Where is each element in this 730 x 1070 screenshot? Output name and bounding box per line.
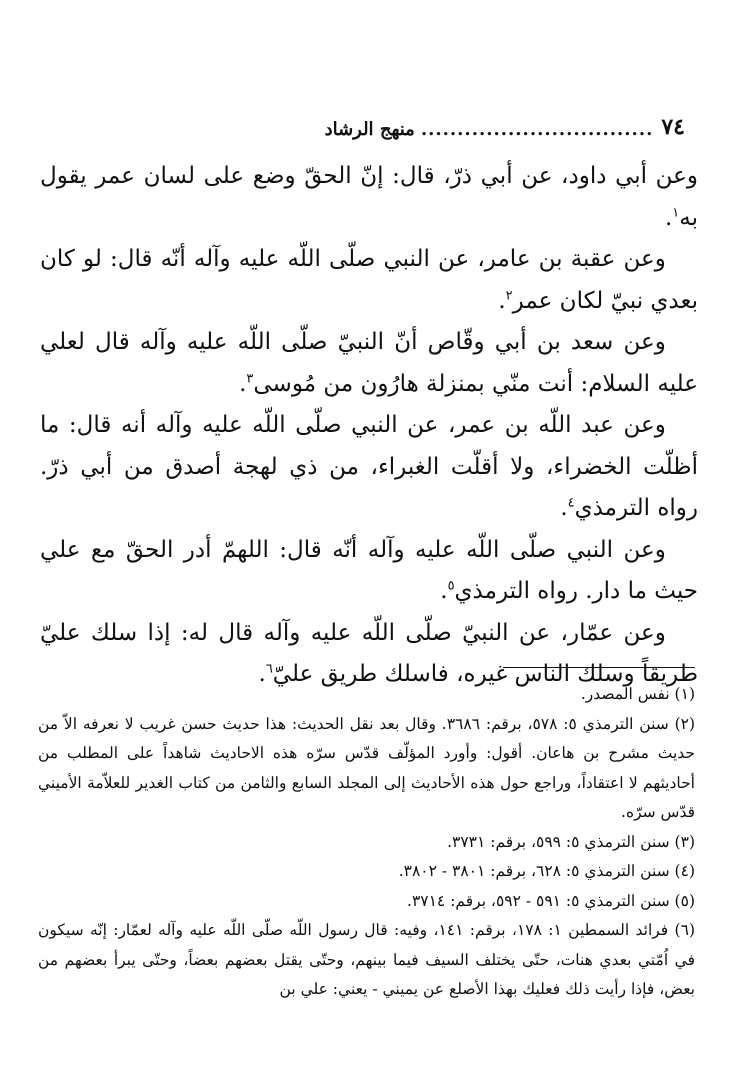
footnotes (38, 680, 695, 1005)
footnote-3: (٣) سنن الترمذي ٥: ٥٩٩، برقم: ٣٧٣١. (447, 832, 695, 851)
paragraph-1: وعن أبي داود، عن أبي ذرّ، قال: إنّ الحقّ وضع على لسان عمر يقول به$^١$. (40, 163, 698, 231)
paragraph-3: وعن سعد بن أبي وقّاص أنّ النبيّ صلّى اللّه عليه وآله قال لعلي عليه السلام: أنت منّي بمنزلة هارُون من مُوسى$^٣$. (40, 329, 698, 397)
footnote-separator (503, 667, 695, 668)
page-header (40, 110, 685, 140)
footnote-6: (٦) فرائد السمطين ١: ١٧٨، برقم: ١٤١، وفيه: قال رسول اللّه صلّى اللّه عليه وآله لعمّار: إنّه سيكون في اُمّتي بعدي هنات، حتّى يختلف السيف فيما بينهم، وحتّى يقتل بعضهم بعضاً، وحتّى يبرأ بعضهم من بعض، فإذا رأيت ذلك فعليك بهذا الأصلع عن يميني - يعني: علي بن (38, 921, 695, 998)
footnote-ref-3: ٣ (246, 370, 254, 386)
footnote-ref-1: ١ (672, 204, 680, 220)
footnote-1: (١) نفس المصدر. (580, 685, 695, 703)
footnote-4: (٤) سنن الترمذي ٥: ٦٢٨، برقم: ٣٨٠١ - ٣٨٠٢. (398, 862, 695, 880)
header-leader-dots: ................................ (420, 119, 654, 140)
paragraph-5-text: وعن النبي صلّى اللّه عليه وآله أنّه قال: اللهمّ أدر الحقّ مع علي حيث ما دار. رواه الترمذي (40, 536, 698, 604)
page-number: ٧٤ (661, 114, 685, 140)
footnote-5: (٥) سنن الترمذي ٥: ٥٩١ - ٥٩٢، برقم: ٣٧١٤. (407, 891, 695, 910)
paragraph-1-text: وعن أبي داود، عن أبي ذرّ، قال: إنّ الحقّ وضع على لسان عمر يقول به (40, 163, 698, 231)
paragraph-3-text: وعن سعد بن أبي وقّاص أنّ النبيّ صلّى اللّه عليه وآله قال لعلي عليه السلام: أنت منّي بمنزلة هارُون من مُوسى (40, 329, 698, 397)
footnote-2: (٢) سنن الترمذي ٥: ٥٧٨، برقم: ٣٦٨٦. وقال بعد نقل الحديث: هذا حديث حسن غريب لا نعرفه الاّ من حديث مشرح بن هاعان. أقول: وأورد المؤلّف قدّس سرّه هذه الاحاديث شاهداً على المطلب من أحاديثهم لا اعتقاداً، وراجع حول هذه الأحاديث إلى المجلد السابع والثامن من كتاب الغدير للعلاّمة الأميني قدّس سرّه. (38, 714, 696, 821)
paragraph-2: وعن عقبة بن عامر، عن النبي صلّى اللّه عليه وآله أنّه قال: لو كان بعدي نبيّ لكان عمر$^٢$. (40, 246, 698, 314)
footnote-ref-2: ٢ (505, 287, 513, 303)
paragraph-6: وعن عمّار، عن النبيّ صلّى اللّه عليه وآله قال له: إذا سلك عليّ طريقاً وسلك الناس غيره، فاسلك طريق عليّ$^٦$. (40, 619, 698, 687)
footnote-ref-6: ٦ (265, 661, 273, 677)
main-text (40, 156, 698, 696)
paragraph-6-text: وعن عمّار، عن النبيّ صلّى اللّه عليه وآله قال له: إذا سلك عليّ طريقاً وسلك الناس غيره، فاسلك طريق عليّ (40, 619, 698, 687)
footnote-ref-4: ٤ (567, 495, 575, 511)
running-title: منهج الرشاد (324, 119, 415, 140)
paragraph-4: وعن عبد اللّه بن عمر، عن النبي صلّى اللّه عليه وآله أنه قال: ما أظلّت الخضراء، ولا أقلّت الغبراء، من ذي لهجة أصدق من أبي ذرّ. رواه الترمذي$^٤$. (40, 412, 698, 521)
paragraph-4-text: وعن عبد اللّه بن عمر، عن النبي صلّى اللّه عليه وآله أنه قال: ما أظلّت الخضراء، ولا أقلّت الغبراء، من ذي لهجة أصدق من أبي ذرّ. رواه الترمذي (40, 412, 698, 521)
paragraph-5: وعن النبي صلّى اللّه عليه وآله أنّه قال: اللهمّ أدر الحقّ مع علي حيث ما دار. رواه الترمذي$^٥$. (40, 536, 698, 604)
paragraph-2-text: وعن عقبة بن عامر، عن النبي صلّى اللّه عليه وآله أنّه قال: لو كان بعدي نبيّ لكان عمر (40, 246, 698, 314)
footnote-ref-5: ٥ (447, 578, 455, 594)
